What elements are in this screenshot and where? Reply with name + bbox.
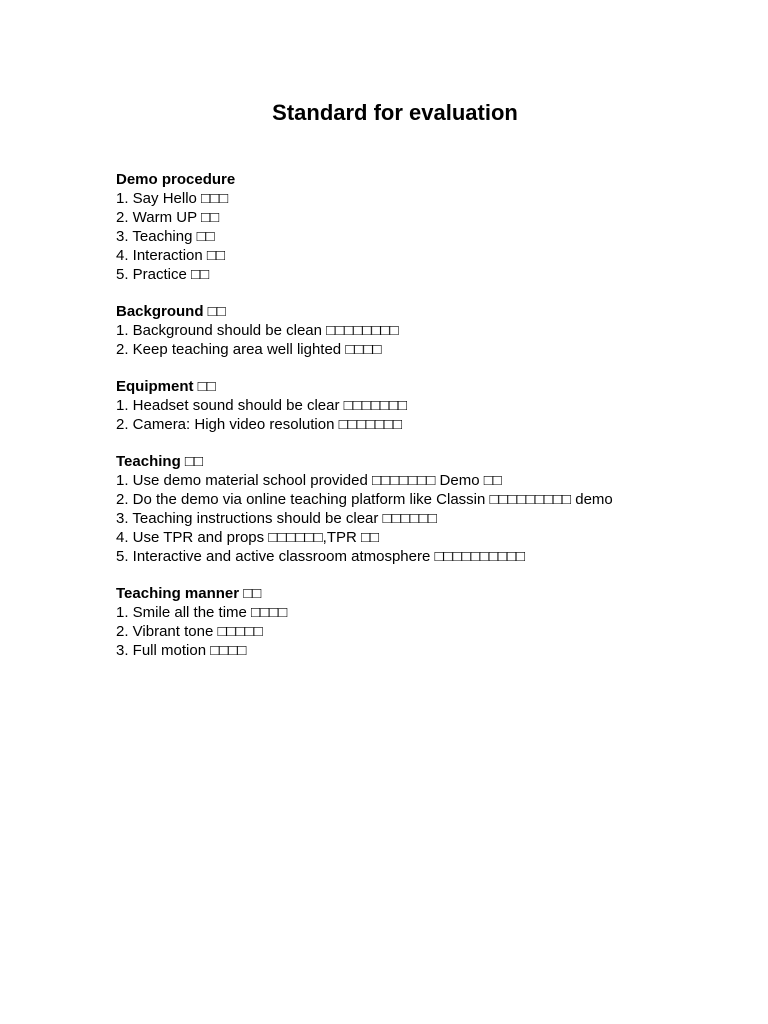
list-item: 2. Warm UP □□ — [116, 209, 220, 226]
section-demo-procedure — [116, 170, 756, 284]
document-title: Standard for evaluation — [272, 100, 518, 125]
section-background — [116, 302, 756, 359]
list-item: 5. Interactive and active classroom atmosphere □□□□□□□□□□ — [116, 548, 526, 565]
list-item: 2. Do the demo via online teaching platform like Classin □□□□□□□□□ demo — [116, 491, 613, 508]
section-teaching — [116, 452, 756, 566]
list-item: 3. Teaching instructions should be clear □□□□□□ — [116, 510, 437, 527]
list-item: 5. Practice □□ — [116, 266, 210, 283]
section-heading: Teaching manner □□ — [116, 585, 262, 602]
list-item: 2. Camera: High video resolution □□□□□□□ — [116, 416, 403, 433]
list-item: 1. Headset sound should be clear □□□□□□□ — [116, 397, 408, 414]
section-heading: Background □□ — [116, 303, 226, 320]
list-item: 2. Keep teaching area well lighted □□□□ — [116, 341, 382, 358]
list-item: 4. Interaction □□ — [116, 247, 226, 264]
list-item: 4. Use TPR and props □□□□□□,TPR □□ — [116, 529, 380, 546]
section-heading: Equipment □□ — [116, 378, 216, 395]
list-item: 3. Teaching □□ — [116, 228, 215, 245]
document-body — [116, 170, 756, 678]
section-heading: Demo procedure — [116, 171, 236, 188]
list-item: 1. Use demo material school provided □□□□□□□ Demo □□ — [116, 472, 502, 489]
list-item: 1. Smile all the time □□□□ — [116, 604, 288, 621]
section-teaching-manner — [116, 584, 756, 660]
list-item: 2. Vibrant tone □□□□□ — [116, 623, 263, 640]
list-item: 1. Say Hello □□□ — [116, 190, 229, 207]
list-item: 3. Full motion □□□□ — [116, 642, 247, 659]
section-equipment — [116, 377, 756, 434]
section-heading: Teaching □□ — [116, 453, 204, 470]
list-item: 1. Background should be clean □□□□□□□□ — [116, 322, 399, 339]
